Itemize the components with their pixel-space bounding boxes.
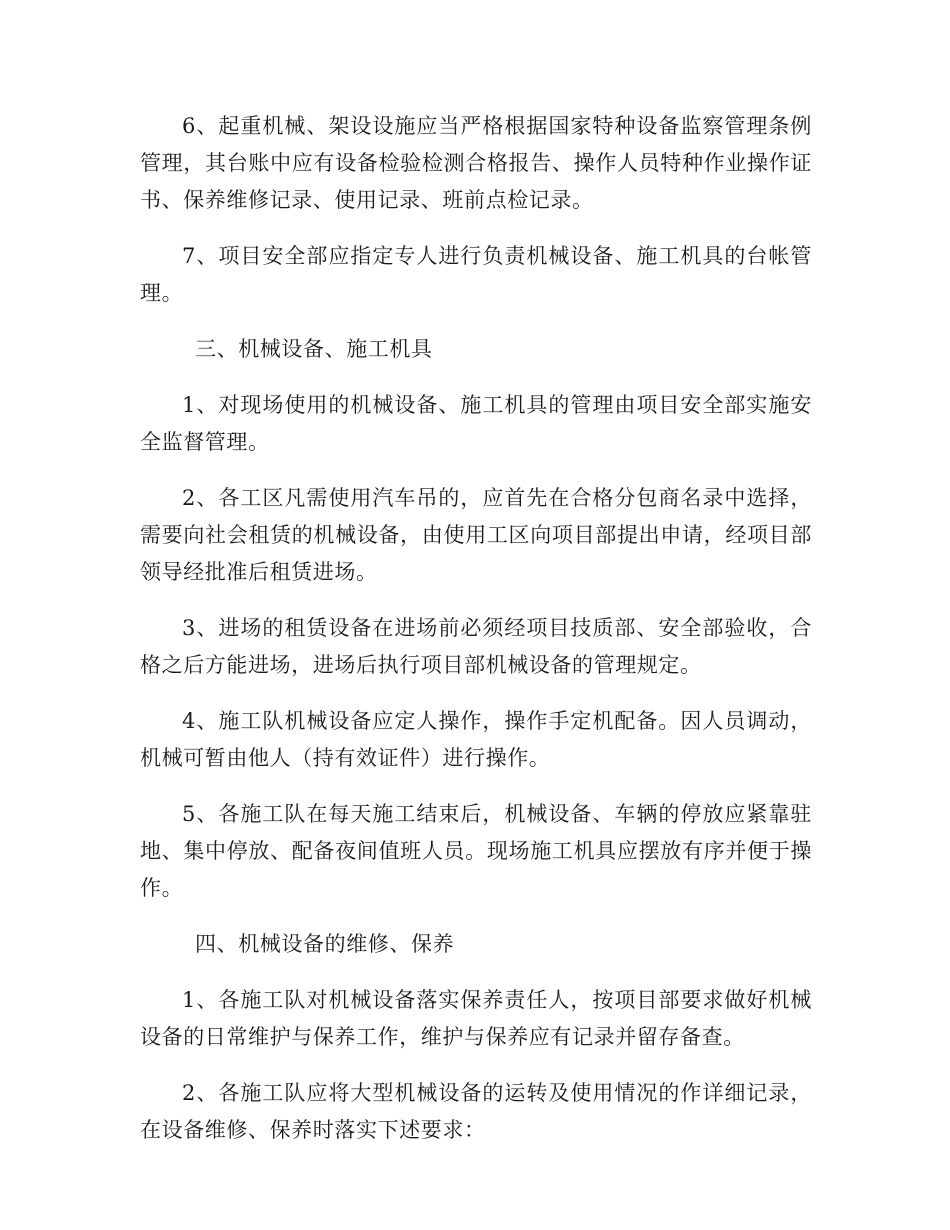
paragraph-3-5-parking: 5、各施工队在每天施工结束后，机械设备、车辆的停放应紧靠驻地、集中停放、配备夜间值班人员。现场施工机具应摆放有序并便于操作。	[140, 802, 812, 900]
paragraph-7-ledger-management: 7、项目安全部应指定专人进行负责机械设备、施工机具的台帐管理。	[140, 244, 812, 305]
paragraph-3-3-acceptance: 3、进场的租赁设备在进场前必须经项目技质部、安全部验收，合格之后方能进场，进场后执行项目部机械设备的管理规定。	[140, 616, 812, 677]
document-body	[140, 108, 812, 1168]
paragraph-4-2-operation-records: 2、各施工队应将大型机械设备的运转及使用情况的作详细记录，在设备维修、保养时落实下述要求：	[140, 1081, 812, 1142]
paragraph-3-2-crane-rental: 2、各工区凡需使用汽车吊的，应首先在合格分包商名录中选择，需要向社会租赁的机械设备，由使用工区向项目部提出申请，经项目部领导经批准后租赁进场。	[140, 486, 812, 584]
paragraph-4-1-maintenance-duty: 1、各施工队对机械设备落实保养责任人，按项目部要求做好机械设备的日常维护与保养工作，维护与保养应有记录并留存备查。	[140, 988, 812, 1049]
section-heading-4: 四、机械设备的维修、保养	[195, 932, 455, 956]
paragraph-6-lifting-machinery: 6、起重机械、架设设施应当严格根据国家特种设备监察管理条例管理，其台账中应有设备检验检测合格报告、操作人员特种作业操作证书、保养维修记录、使用记录、班前点检记录。	[140, 114, 812, 212]
paragraph-3-1-supervision: 1、对现场使用的机械设备、施工机具的管理由项目安全部实施安全监督管理。	[140, 393, 812, 454]
paragraph-3-4-operators: 4、施工队机械设备应定人操作，操作手定机配备。因人员调动，机械可暂由他人（持有效证件）进行操作。	[140, 709, 812, 770]
section-heading-3: 三、机械设备、施工机具	[195, 337, 433, 361]
